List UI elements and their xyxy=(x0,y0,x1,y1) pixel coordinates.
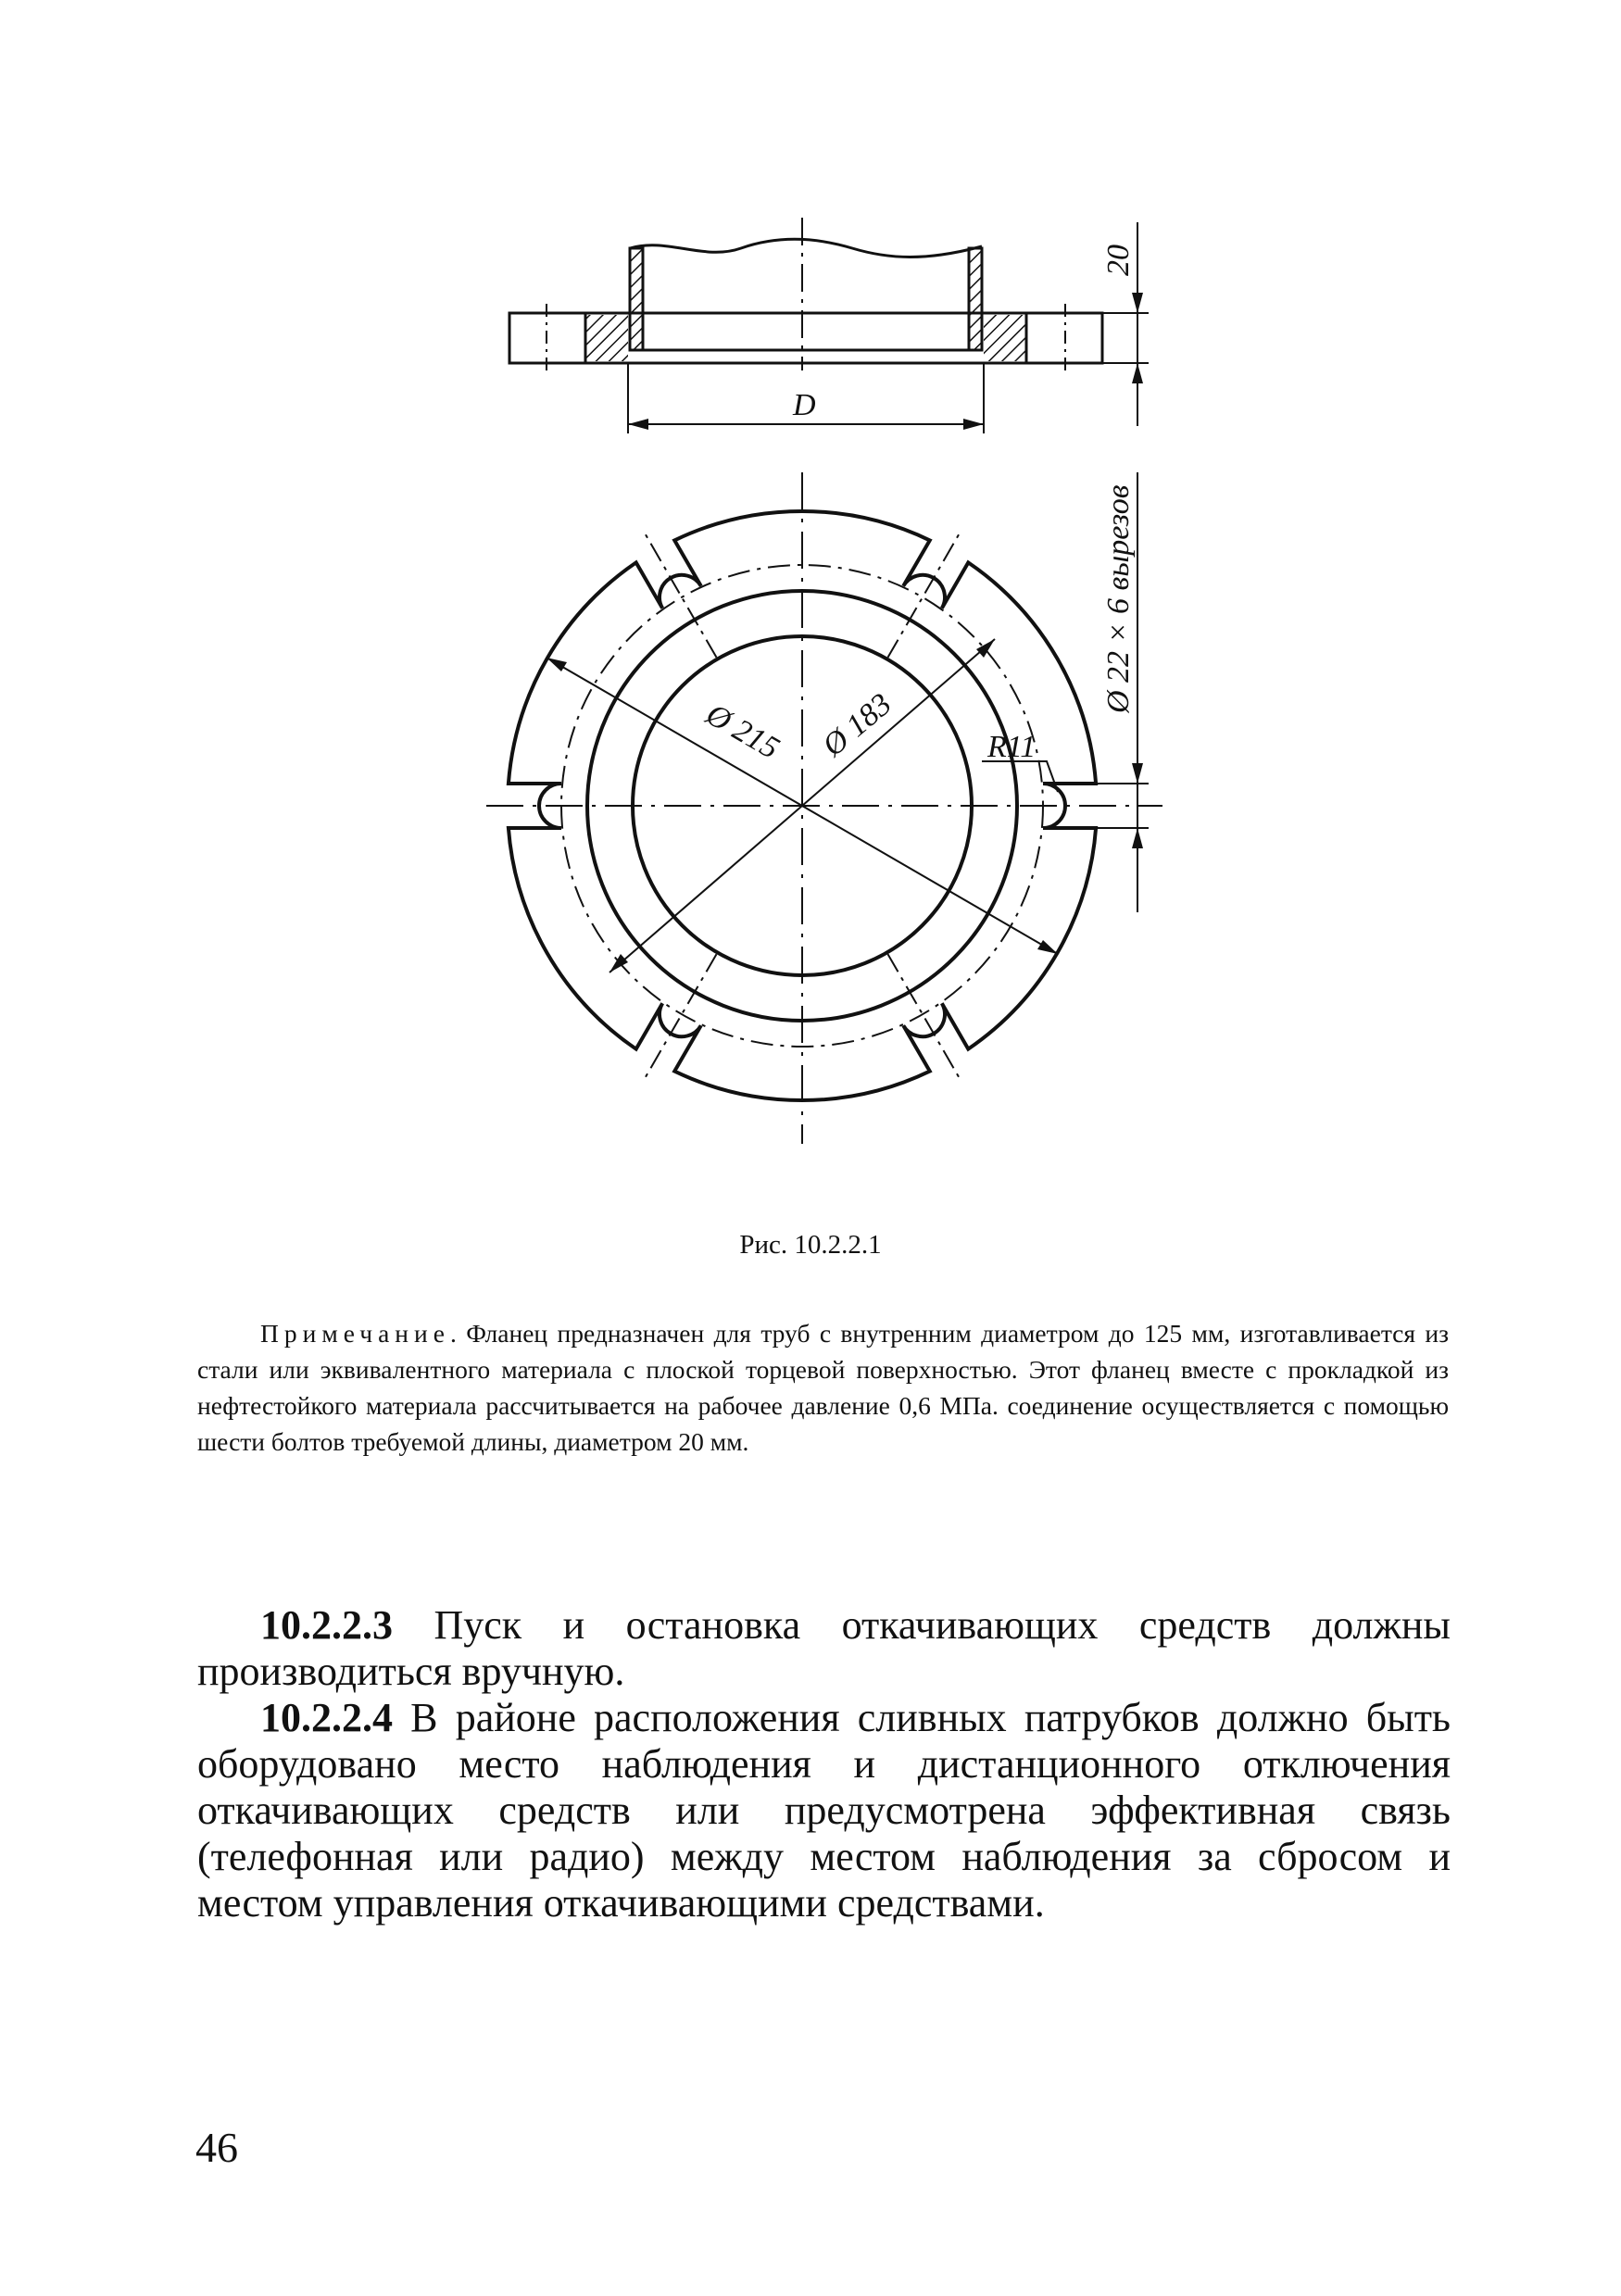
dim-label-cutouts: Ø 22 × 6 вырезов xyxy=(1101,484,1136,713)
dim-label-D: D xyxy=(793,388,816,422)
paragraph-10-2-2-4 xyxy=(197,1695,1451,1926)
body-text xyxy=(197,1602,1451,1926)
flange-hatch-right xyxy=(984,315,1026,361)
pipe-break-line xyxy=(630,239,982,257)
dim-label-183: Ø 183 xyxy=(816,686,898,764)
plan-view xyxy=(486,472,1162,1144)
note-label: Примечание xyxy=(260,1319,450,1348)
page-number: 46 xyxy=(195,2124,238,2171)
dim-label-R11: R11 xyxy=(987,730,1037,764)
r11-leader xyxy=(982,761,1058,792)
figure-caption: Рис. 10.2.2.1 xyxy=(739,1230,882,1260)
paragraph-10-2-2-3 xyxy=(197,1602,1451,1695)
paragraph-text: Пуск и остановка откачивающих средств должны производиться вручную. xyxy=(197,1602,1451,1694)
figure-note xyxy=(197,1315,1449,1460)
pipe-wall-left xyxy=(630,248,643,350)
paragraph-text: В районе расположения сливных патрубков должно быть оборудовано место наблюдения и дистанционного отключения откачивающих средств или предусмотрена эффективная связь (телефонная или радио) между местом наблюдения за сбросом и местом управления откачивающими средствами. xyxy=(197,1695,1451,1926)
section-view xyxy=(509,218,1149,433)
pipe-wall-right xyxy=(969,248,982,350)
note-paragraph xyxy=(197,1315,1449,1460)
dim-label-215: Ø 215 xyxy=(700,696,785,766)
note-text: . Фланец предназначен для труб с внутренним диаметром до 125 мм, изготавливается из стали или эквивалентного материала с плоской торцевой поверхностью. Этот фланец вместе с прокладкой из нефтестойкого материала рассчитывается на рабочее давление 0,6 МПа. соединение осуществляется с помощью шести болтов требуемой длины, диаметром 20 мм. xyxy=(197,1319,1449,1456)
dim-label-20: 20 xyxy=(1101,245,1136,276)
paragraph-number: 10.2.2.3 xyxy=(260,1602,393,1648)
paragraph-number: 10.2.2.4 xyxy=(260,1695,393,1740)
flange-hatch-left xyxy=(585,315,628,361)
